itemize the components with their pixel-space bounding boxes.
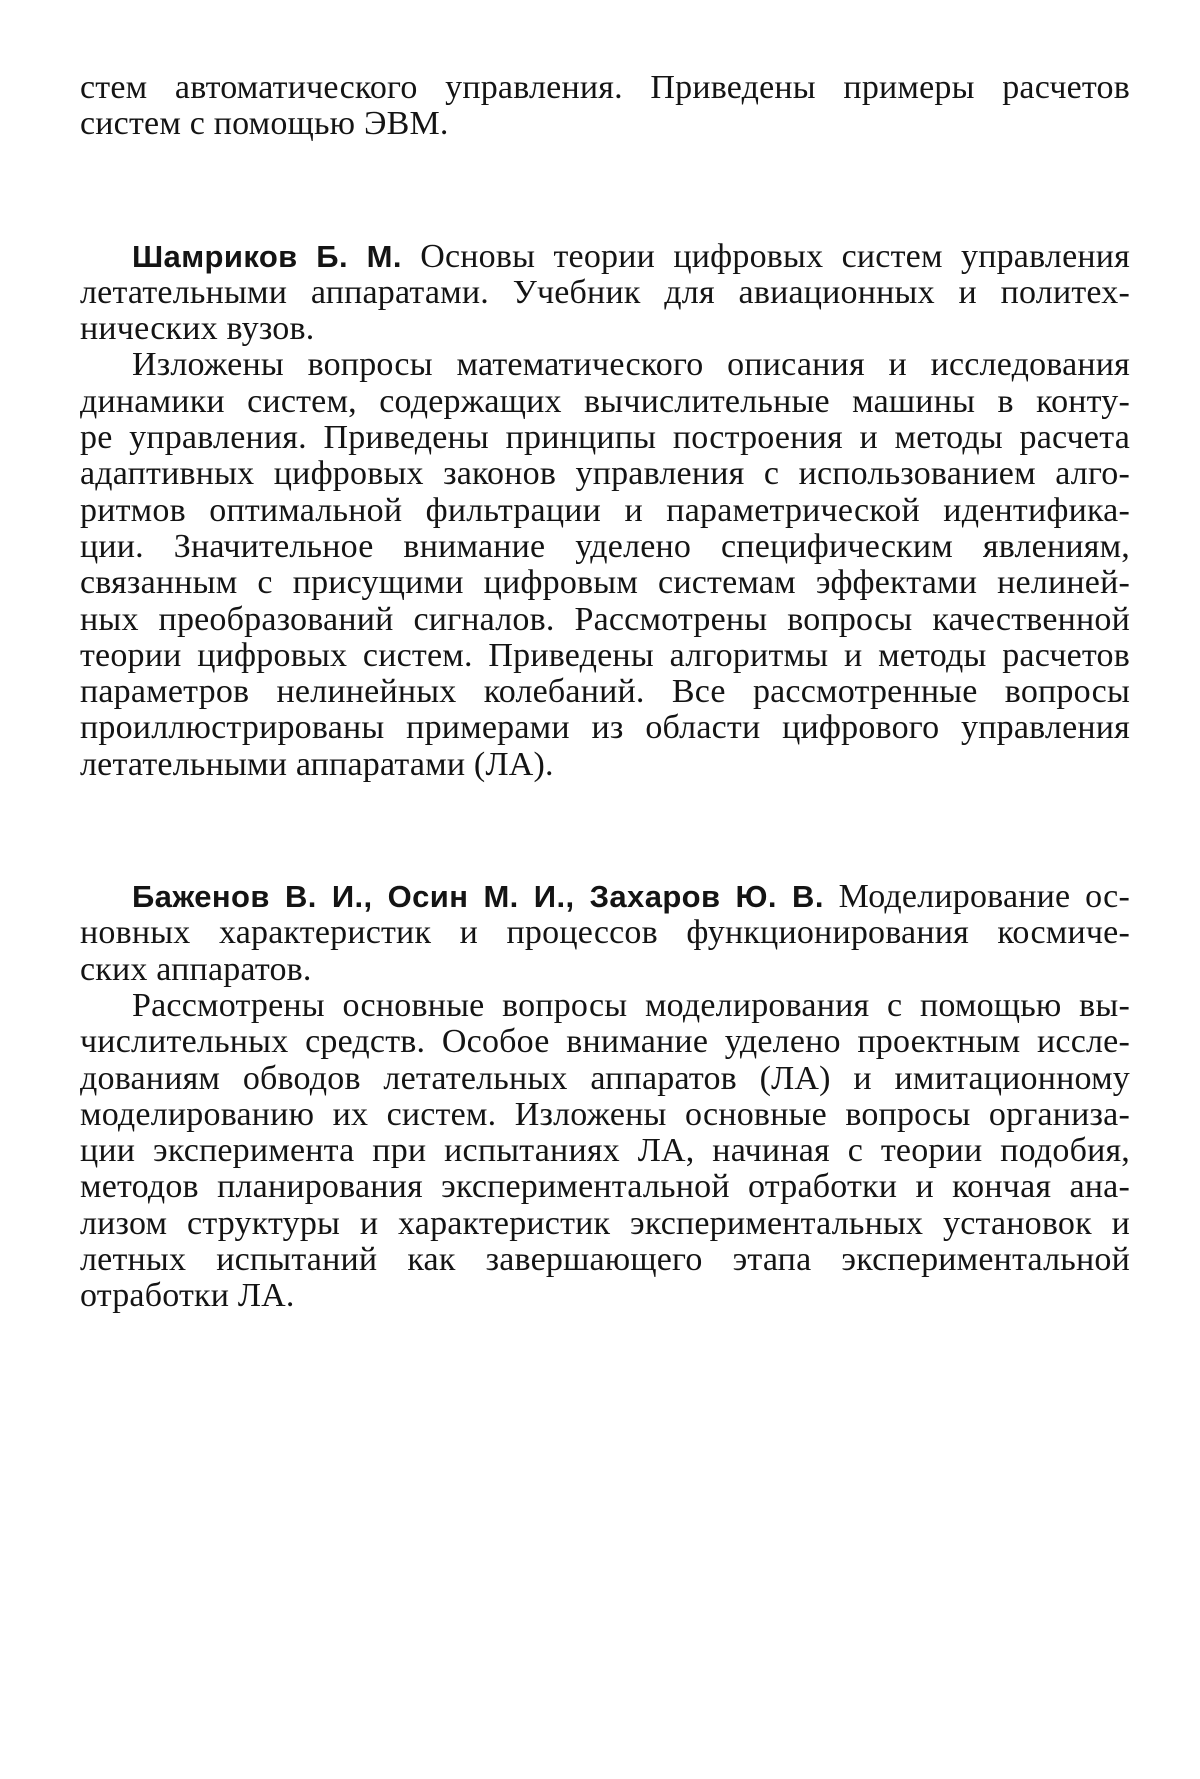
text-line: новных характеристик и процессов функционирования космиче- xyxy=(80,914,1130,952)
text-line: адаптивных цифровых законов управления с использованием алго- xyxy=(80,455,1130,493)
text-line: ции. Значительное внимание уделено специфическим явлениям, xyxy=(80,527,1130,565)
text-line: отработки ЛА. xyxy=(80,1277,295,1315)
text-line: стем автоматического управления. Приведены примеры расчетов xyxy=(80,69,1130,106)
text-line: летательными аппаратами. Учебник для авиационных и политех- xyxy=(80,273,1130,311)
document-page xyxy=(80,70,1130,1315)
text-line: методов планирования экспериментальной отработки и кончая ана- xyxy=(80,1168,1130,1206)
entry-author: Баженов В. И., Осин М. И., Захаров Ю. В. xyxy=(132,879,824,915)
text-line: нических вузов. xyxy=(80,310,315,348)
entry-abstract xyxy=(80,347,1130,783)
bibliography-entry xyxy=(80,239,1130,783)
entry-title: Моделирование ос- xyxy=(823,878,1130,916)
text-line: летных испытаний как завершающего этапа экспериментальной xyxy=(80,1241,1130,1279)
text-line: систем с помощью ЭВМ. xyxy=(80,105,449,143)
entry-heading xyxy=(80,239,1130,348)
text-line: лизом структуры и характеристик экспериментальных установок и xyxy=(80,1204,1130,1242)
text-line: ции эксперимента при испытаниях ЛА, начиная с теории подобия, xyxy=(80,1132,1130,1170)
text-line: связанным с присущими цифровым системам эффектами нелиней- xyxy=(80,564,1130,602)
text-line: теории цифровых систем. Приведены алгоритмы и методы расчетов xyxy=(80,636,1130,674)
text-line: моделированию их систем. Изложены основные вопросы организа- xyxy=(80,1095,1130,1133)
text-line: проиллюстрированы примерами из области цифрового управления xyxy=(80,709,1130,747)
text-line: летательными аппаратами (ЛА). xyxy=(80,745,554,783)
entry-heading xyxy=(80,879,1130,988)
text-line: динамики систем, содержащих вычислительные машины в конту- xyxy=(80,382,1130,420)
text-line: дованиям обводов летательных аппаратов (ЛА) и имитационному xyxy=(80,1059,1130,1097)
entry-title: Основы теории цифровых систем управления xyxy=(401,237,1130,275)
text-line: Изложены вопросы математического описания и исследования xyxy=(132,346,1130,384)
bibliography-entry xyxy=(80,879,1130,1315)
text-line xyxy=(80,239,1130,275)
text-line: ных преобразований сигналов. Рассмотрены вопросы качественной xyxy=(80,600,1130,638)
text-line: Рассмотрены основные вопросы моделирования с помощью вы- xyxy=(132,986,1130,1024)
text-line: ритмов оптимальной фильтрации и параметрической идентифика- xyxy=(80,491,1130,529)
text-line: ских аппаратов. xyxy=(80,950,312,988)
text-line xyxy=(80,879,1130,915)
intro-paragraph xyxy=(80,70,1130,143)
text-line: ре управления. Приведены принципы построения и методы расчета xyxy=(80,419,1130,457)
text-line: параметров нелинейных колебаний. Все рассмотренные вопросы xyxy=(80,673,1130,711)
entry-author: Шамриков Б. М. xyxy=(132,238,402,274)
text-line: числительных средств. Особое внимание уделено проектным иссле- xyxy=(80,1023,1130,1061)
entry-abstract xyxy=(80,988,1130,1315)
